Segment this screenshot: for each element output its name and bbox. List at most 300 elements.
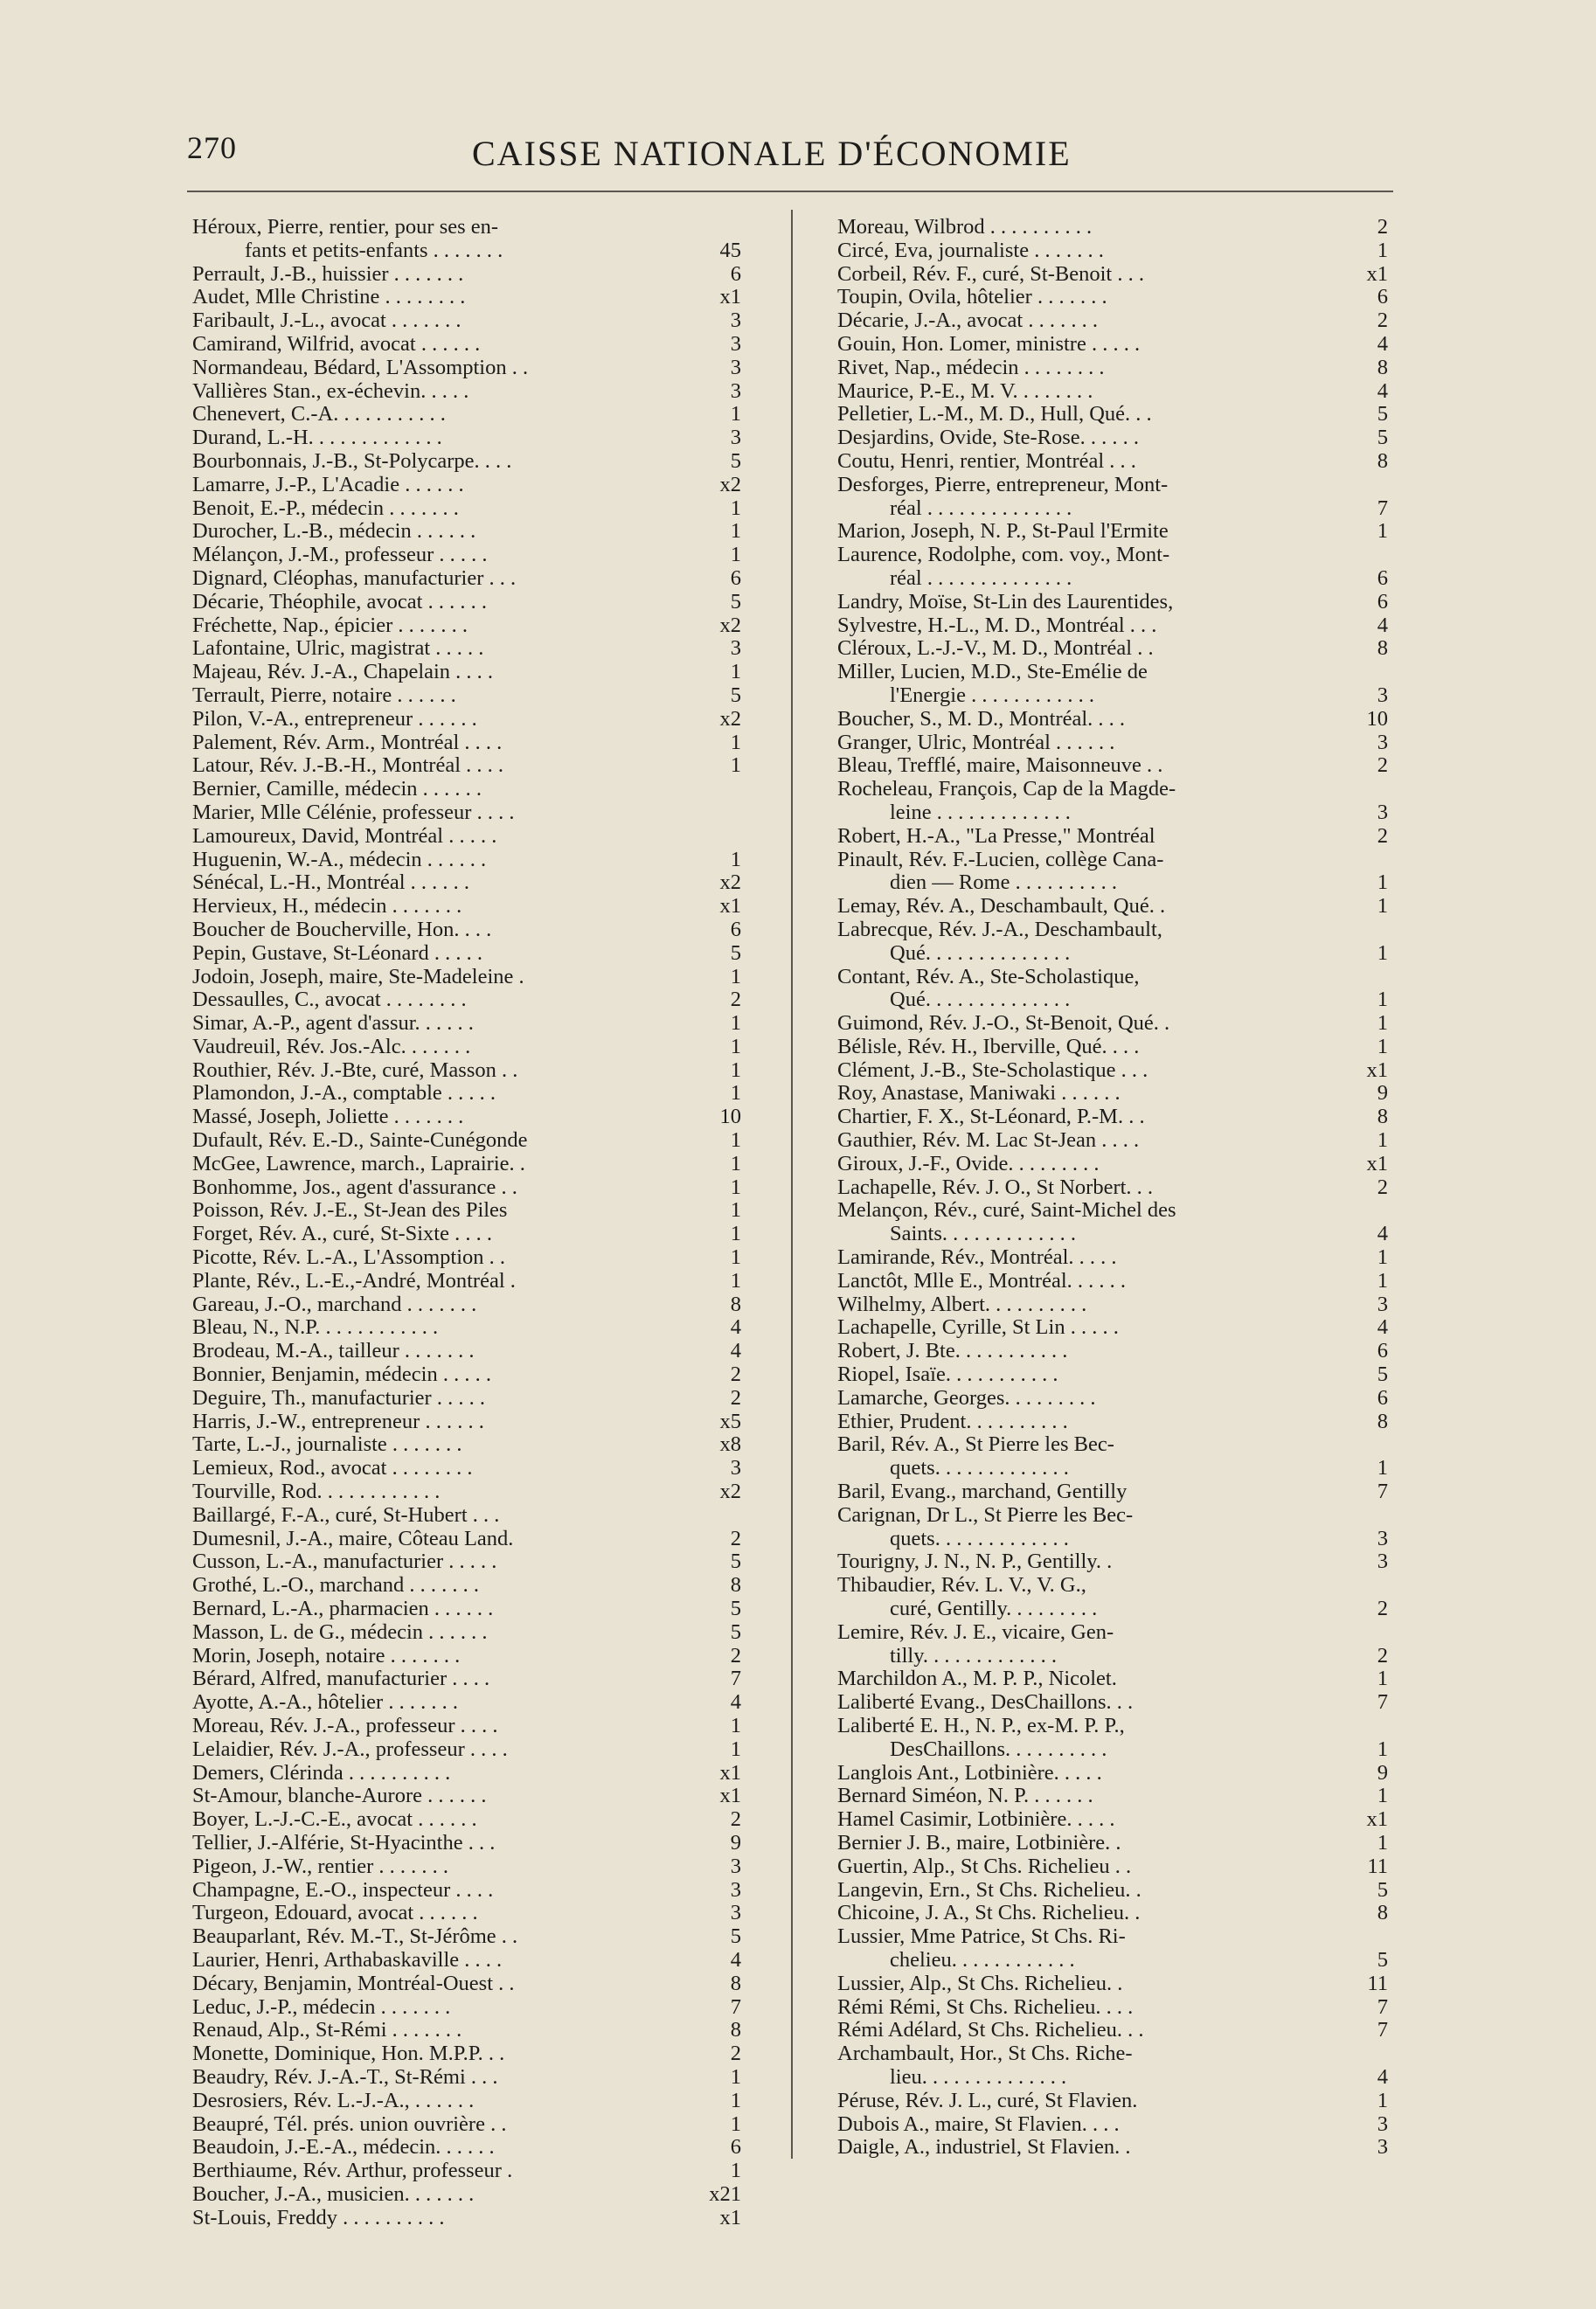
list-item — [837, 286, 1388, 309]
entry-count: 1 — [730, 1081, 741, 1106]
entry-count: 5 — [730, 1924, 741, 1949]
entry-name: Brodeau, M.-A., tailleur . . . . . . . — [192, 1339, 475, 1363]
entry-count: x2 — [719, 870, 741, 895]
list-item — [192, 474, 741, 497]
entry-count: 7 — [1377, 2018, 1388, 2042]
entry-count: 1 — [1377, 1456, 1388, 1480]
entry-count: 3 — [730, 378, 741, 403]
entry-name: Rivet, Nap., médecin . . . . . . . . — [837, 355, 1105, 379]
list-item — [192, 1036, 741, 1059]
list-item — [837, 1504, 1388, 1551]
left-column — [192, 216, 741, 2230]
list-item — [192, 1457, 741, 1480]
entry-name: Baril, Rév. A., St Pierre les Bec- — [837, 1432, 1114, 1457]
entry-name: Laliberté E. H., N. P., ex-M. P. P., — [837, 1714, 1125, 1737]
entry-count: 1 — [1377, 894, 1388, 919]
list-item — [192, 1574, 741, 1598]
entry-count: x21 — [709, 2181, 741, 2206]
list-item — [837, 919, 1388, 966]
entry-count: 6 — [1377, 565, 1388, 590]
entry-name: Tarte, L.-J., journaliste . . . . . . . — [192, 1432, 462, 1457]
entry-name: Toupin, Ovila, hôtelier . . . . . . . — [837, 285, 1107, 309]
entry-name: St-Louis, Freddy . . . . . . . . . . — [192, 2205, 445, 2229]
entry-continuation: Saints. . . . . . . . . . . . . — [890, 1222, 1077, 1246]
list-item — [837, 1855, 1388, 1879]
entry-name: Desforges, Pierre, entrepreneur, Mont- — [837, 472, 1169, 496]
list-item — [837, 1832, 1388, 1855]
entry-count: x1 — [719, 1760, 741, 1785]
entry-name: Marier, Mlle Célénie, professeur . . . . — [192, 800, 515, 824]
entry-name: Simar, A.-P., agent d'assur. . . . . . — [192, 1011, 474, 1036]
list-item — [837, 1925, 1388, 1973]
entry-count: 6 — [1377, 285, 1388, 309]
entry-count: 3 — [1377, 1292, 1388, 1316]
entry-count: 5 — [730, 1619, 741, 1644]
list-item — [837, 849, 1388, 896]
entry-continuation: curé, Gentilly. . . . . . . . . — [890, 1597, 1098, 1621]
list-item — [837, 1363, 1388, 1387]
entry-count: 9 — [730, 1830, 741, 1855]
entry-continuation: réal . . . . . . . . . . . . . . — [890, 565, 1072, 590]
entry-count: 9 — [1377, 1760, 1388, 1785]
entry-name: Lamarche, Georges. . . . . . . . . — [837, 1385, 1096, 1410]
list-item — [192, 1598, 741, 1621]
entry-count: 6 — [1377, 1339, 1388, 1363]
entry-name: Perrault, J.-B., huissier . . . . . . . — [192, 261, 464, 286]
entry-name: Routhier, Rév. J.-Bte, curé, Masson . . — [192, 1057, 518, 1082]
entry-name: Leduc, J.-P., médecin . . . . . . . — [192, 1994, 451, 2019]
entry-name: Sylvestre, H.-L., M. D., Montréal . . . — [837, 613, 1157, 637]
entry-count: x2 — [719, 706, 741, 731]
entry-count: 1 — [730, 1057, 741, 1082]
list-item — [192, 1832, 741, 1855]
entry-name: Bernard, L.-A., pharmacien . . . . . . — [192, 1597, 494, 1621]
entry-name: Fréchette, Nap., épicier . . . . . . . — [192, 613, 468, 637]
list-item — [837, 520, 1388, 544]
list-item — [192, 1106, 741, 1129]
entry-name: Dubois A., maire, St Flavien. . . . — [837, 2111, 1120, 2136]
list-item — [192, 1528, 741, 1551]
entry-count: 4 — [1377, 1315, 1388, 1340]
entry-name: Rémi Adélard, St Chs. Richelieu. . . — [837, 2018, 1144, 2042]
entry-name: Moreau, Wilbrod . . . . . . . . . . — [837, 215, 1093, 239]
entry-name: Lussier, Alp., St Chs. Richelieu. . — [837, 1971, 1123, 1995]
list-item — [837, 1785, 1388, 1808]
list-item — [192, 2019, 741, 2042]
entry-continuation: quets. . . . . . . . . . . . . — [890, 1456, 1069, 1480]
list-item — [192, 567, 741, 591]
entry-count: 8 — [730, 2018, 741, 2042]
list-item — [192, 1129, 741, 1153]
list-item — [837, 661, 1388, 708]
entry-count: 1 — [730, 1714, 741, 1737]
entry-name: Robert, J. Bte. . . . . . . . . . . — [837, 1339, 1068, 1363]
entry-name: Coutu, Henri, rentier, Montréal . . . — [837, 448, 1136, 473]
list-item — [192, 357, 741, 380]
list-item — [192, 2066, 741, 2090]
entry-name: Rocheleau, François, Cap de la Magde- — [837, 777, 1176, 801]
entry-name: Lelaidier, Rév. J.-A., professeur . . . . — [192, 1737, 508, 1761]
entry-count: 5 — [730, 589, 741, 614]
entry-count: 5 — [1377, 1947, 1388, 1972]
entry-count: x1 — [719, 285, 741, 309]
entry-name: Latour, Rév. J.-B.-H., Montréal . . . . — [192, 753, 504, 778]
entry-name: Audet, Mlle Christine . . . . . . . . — [192, 285, 466, 309]
list-item — [837, 263, 1388, 287]
entry-name: Huguenin, W.-A., médecin . . . . . . — [192, 847, 487, 871]
entry-count: 1 — [730, 543, 741, 567]
entry-name: Harris, J.-W., entrepreneur . . . . . . — [192, 1409, 484, 1433]
entry-name: Normandeau, Bédard, L'Assomption . . — [192, 355, 529, 379]
entry-count: 1 — [1377, 1011, 1388, 1036]
list-item — [837, 778, 1388, 825]
entry-count: 2 — [1377, 1643, 1388, 1668]
entry-name: Riopel, Isaïe. . . . . . . . . . . — [837, 1363, 1058, 1387]
entry-name: Bonhomme, Jos., agent d'assurance . . — [192, 1175, 517, 1199]
list-item — [192, 544, 741, 567]
list-item — [837, 1433, 1388, 1480]
list-item — [192, 1176, 741, 1200]
entry-continuation: leine . . . . . . . . . . . . . — [890, 800, 1071, 824]
list-item — [837, 1762, 1388, 1785]
entry-name: Lussier, Mme Patrice, St Chs. Ri- — [837, 1924, 1126, 1949]
list-item — [837, 1973, 1388, 1996]
entry-name: Plamondon, J.-A., comptable . . . . . — [192, 1081, 496, 1106]
list-item — [192, 1082, 741, 1106]
entry-name: Vaudreuil, Rév. Jos.-Alc. . . . . . . — [192, 1034, 471, 1058]
entry-name: Miller, Lucien, M.D., Ste-Emélie de — [837, 660, 1148, 684]
list-item — [837, 1808, 1388, 1832]
entry-count: 9 — [1377, 1081, 1388, 1106]
list-item — [192, 1808, 741, 1832]
entry-name: Pilon, V.-A., entrepreneur . . . . . . — [192, 706, 477, 731]
list-item — [837, 1550, 1388, 1574]
entry-count: 1 — [1377, 1034, 1388, 1058]
entry-name: Roy, Anastase, Maniwaki . . . . . . — [837, 1081, 1121, 1106]
list-item — [837, 1387, 1388, 1411]
entry-count: 3 — [1377, 1550, 1388, 1574]
entry-count: 3 — [730, 1877, 741, 1902]
entry-count: 3 — [1377, 2135, 1388, 2160]
list-item — [837, 754, 1388, 778]
entry-name: Gauthier, Rév. M. Lac St-Jean . . . . — [837, 1128, 1140, 1153]
entry-name: Grothé, L.-O., marchand . . . . . . . — [192, 1573, 479, 1598]
entry-name: Baril, Evang., marchand, Gentilly — [837, 1480, 1128, 1504]
entry-name: Lamoureux, David, Montréal . . . . . — [192, 823, 497, 848]
entry-name: Durand, L.-H. . . . . . . . . . . . . — [192, 426, 442, 450]
entry-name: Péruse, Rév. J. L., curé, St Flavien. — [837, 2088, 1138, 2112]
column-divider — [791, 210, 793, 2159]
entry-count: 1 — [730, 964, 741, 988]
entry-count: 1 — [730, 496, 741, 520]
entry-name: Bernard Siméon, N. P. . . . . . . — [837, 1784, 1093, 1808]
entry-name: Massé, Joseph, Joliette . . . . . . . — [192, 1105, 464, 1129]
entry-count: 4 — [1377, 331, 1388, 356]
list-item — [837, 1199, 1388, 1246]
entry-name: Labrecque, Rév. J.-A., Deschambault, — [837, 917, 1162, 941]
entry-count: 3 — [1377, 2111, 1388, 2136]
entry-count: 6 — [730, 565, 741, 590]
entry-count: 5 — [730, 1550, 741, 1574]
entry-name: Bérard, Alfred, manufacturier . . . . — [192, 1667, 490, 1691]
entry-name: Tellier, J.-Alférie, St-Hyacinthe . . . — [192, 1830, 496, 1855]
entry-name: Demers, Clérinda . . . . . . . . . . — [192, 1760, 451, 1785]
entry-name: Beaudry, Rév. J.-A.-T., St-Rémi . . . — [192, 2064, 498, 2089]
entry-name: Majeau, Rév. J.-A., Chapelain . . . . — [192, 660, 494, 684]
list-item — [837, 544, 1388, 591]
entry-name: Ethier, Prudent. . . . . . . . . . — [837, 1409, 1068, 1433]
entry-count: 3 — [730, 1854, 741, 1878]
list-item — [837, 1082, 1388, 1106]
list-item — [192, 403, 741, 426]
entry-count: 3 — [730, 309, 741, 333]
entry-name: Chartier, F. X., St-Léonard, P.-M. . . — [837, 1105, 1145, 1129]
header-rule — [187, 191, 1393, 192]
entry-name: Tourigny, J. N., N. P., Gentilly. . — [837, 1550, 1113, 1574]
entry-count: 2 — [1377, 215, 1388, 239]
entry-count: 7 — [730, 1667, 741, 1691]
entry-count: 1 — [1377, 1128, 1388, 1153]
entry-continuation: lieu. . . . . . . . . . . . . . — [890, 2064, 1067, 2089]
entry-name: Bélisle, Rév. H., Iberville, Qué. . . . — [837, 1034, 1140, 1058]
entry-name: Wilhelmy, Albert. . . . . . . . . . — [837, 1292, 1087, 1316]
list-item — [192, 1246, 741, 1270]
entry-name: Baillargé, F.-A., curé, St-Hubert . . . — [192, 1502, 500, 1527]
entry-name: Chenevert, C.-A. . . . . . . . . . . — [192, 402, 446, 426]
list-item — [837, 1270, 1388, 1293]
entry-name: Pinault, Rév. F.-Lucien, collège Cana- — [837, 847, 1164, 871]
entry-name: Benoit, E.-P., médecin . . . . . . . — [192, 496, 459, 520]
entry-name: Boucher, S., M. D., Montréal. . . . — [837, 706, 1126, 731]
entry-count: 3 — [730, 1456, 741, 1480]
list-item — [837, 2019, 1388, 2042]
entry-count: 2 — [730, 1385, 741, 1410]
list-item — [837, 732, 1388, 755]
entry-count: 5 — [730, 448, 741, 473]
entry-name: Forget, Rév. A., curé, St-Sixte . . . . — [192, 1222, 492, 1246]
entry-continuation: dien — Rome . . . . . . . . . . — [890, 870, 1117, 895]
list-item — [837, 380, 1388, 404]
entry-name: Bleau, N., N.P. . . . . . . . . . . . — [192, 1315, 439, 1340]
list-item — [192, 1433, 741, 1457]
list-item — [192, 966, 741, 989]
entry-continuation: l'Energie . . . . . . . . . . . . — [890, 683, 1094, 707]
list-item — [192, 2090, 741, 2113]
list-item — [192, 450, 741, 474]
list-item — [192, 825, 741, 849]
entry-count: 2 — [1377, 309, 1388, 333]
list-item — [837, 2042, 1388, 2090]
list-item — [192, 1645, 741, 1668]
entry-name: Desrosiers, Rév. L.-J.-A., . . . . . . — [192, 2088, 475, 2112]
entry-name: Cléroux, L.-J.-V., M. D., Montréal . . — [837, 636, 1154, 661]
entry-count: 1 — [1377, 2088, 1388, 2112]
list-item — [837, 966, 1388, 1013]
list-item — [192, 1480, 741, 1504]
entry-name: Sénécal, L.-H., Montréal . . . . . . — [192, 870, 470, 895]
entry-count: 3 — [730, 355, 741, 379]
list-item — [837, 895, 1388, 919]
list-item — [837, 825, 1388, 849]
entry-count: x8 — [719, 1432, 741, 1457]
list-item — [837, 1574, 1388, 1621]
entry-count: x2 — [719, 1480, 741, 1504]
entry-name: Beauparlant, Rév. M.-T., St-Jérôme . . — [192, 1924, 518, 1949]
entry-count: 1 — [730, 847, 741, 871]
entry-name: Rémi Rémi, St Chs. Richelieu. . . . — [837, 1994, 1134, 2019]
entry-name: Champagne, E.-O., inspecteur . . . . — [192, 1877, 494, 1902]
list-item — [192, 1691, 741, 1715]
entry-name: Pepin, Gustave, St-Léonard . . . . . — [192, 940, 483, 965]
entry-count: 8 — [1377, 1901, 1388, 1925]
entry-name: Terrault, Pierre, notaire . . . . . . — [192, 683, 456, 707]
entry-count: 1 — [1377, 870, 1388, 895]
entry-count: 4 — [730, 1690, 741, 1715]
entry-name: Bonnier, Benjamin, médecin . . . . . — [192, 1363, 491, 1387]
entry-count: 2 — [1377, 1175, 1388, 1199]
entry-count: 4 — [730, 1339, 741, 1363]
list-item — [837, 1293, 1388, 1317]
entry-count: 1 — [730, 2159, 741, 2183]
list-item — [192, 333, 741, 357]
list-item — [837, 474, 1388, 521]
entry-name: Marchildon A., M. P. P., Nicolet. — [837, 1667, 1117, 1691]
entry-name: Moreau, Rév. J.-A., professeur . . . . — [192, 1714, 498, 1737]
list-item — [192, 988, 741, 1012]
list-item — [192, 1270, 741, 1293]
list-item — [192, 263, 741, 287]
entry-name: Beaudoin, J.-E.-A., médecin. . . . . . — [192, 2135, 495, 2160]
entry-count: 3 — [1377, 800, 1388, 824]
list-item — [837, 708, 1388, 732]
entry-name: Gareau, J.-O., marchand . . . . . . . — [192, 1292, 477, 1316]
right-column — [837, 216, 1388, 2160]
entry-count: x1 — [719, 894, 741, 919]
entry-count: 5 — [730, 683, 741, 707]
entry-count: 8 — [1377, 1105, 1388, 1129]
list-item — [192, 895, 741, 919]
entry-count: 4 — [1377, 613, 1388, 637]
entry-name: Circé, Eva, journaliste . . . . . . . — [837, 238, 1104, 262]
entry-name: Ayotte, A.-A., hôtelier . . . . . . . — [192, 1690, 458, 1715]
list-item — [837, 309, 1388, 333]
list-item — [192, 2183, 741, 2207]
entry-name: Archambault, Hor., St Chs. Riche- — [837, 2042, 1133, 2066]
entry-name: Faribault, J.-L., avocat . . . . . . . — [192, 309, 461, 333]
list-item — [192, 708, 741, 732]
list-item — [837, 614, 1388, 638]
list-item — [192, 614, 741, 638]
list-item — [192, 1199, 741, 1223]
list-item — [192, 1785, 741, 1808]
list-item — [192, 942, 741, 966]
list-item — [837, 450, 1388, 474]
list-item — [837, 1879, 1388, 1903]
entry-count: 1 — [730, 1222, 741, 1246]
entry-name: Picotte, Rév. L.-A., L'Assomption . . — [192, 1245, 506, 1270]
entry-count: 5 — [1377, 1363, 1388, 1387]
entry-count: 11 — [1367, 1854, 1388, 1878]
entry-name: Laurence, Rodolphe, com. voy., Mont- — [837, 543, 1170, 567]
entry-count: 11 — [1367, 1971, 1388, 1995]
entry-count: 1 — [730, 2064, 741, 2089]
entry-count: 1 — [730, 753, 741, 778]
entry-count: 1 — [730, 1245, 741, 1270]
list-item — [837, 1996, 1388, 2020]
entry-count: 2 — [730, 988, 741, 1012]
entry-name: Bernier J. B., maire, Lotbinière. . — [837, 1830, 1121, 1855]
list-item — [837, 1411, 1388, 1434]
entry-name: Langevin, Ern., St Chs. Richelieu. . — [837, 1877, 1141, 1902]
entry-count: 4 — [1377, 2064, 1388, 2089]
entry-name: Monette, Dominique, Hon. M.P.P. . . — [192, 2042, 505, 2066]
entry-name: Lachapelle, Cyrille, St Lin . . . . . — [837, 1315, 1119, 1340]
entry-name: Morin, Joseph, notaire . . . . . . . — [192, 1643, 461, 1668]
list-item — [837, 239, 1388, 263]
list-item — [192, 1223, 741, 1246]
list-item — [837, 1340, 1388, 1363]
entry-name: Dumesnil, J.-A., maire, Côteau Land. — [192, 1526, 514, 1550]
list-item — [192, 1340, 741, 1363]
entry-name: Bernier, Camille, médecin . . . . . . — [192, 777, 482, 801]
entry-name: Camirand, Wilfrid, avocat . . . . . . — [192, 331, 481, 356]
entry-count: 3 — [730, 331, 741, 356]
list-item — [192, 1715, 741, 1738]
running-title: CAISSE NATIONALE D'ÉCONOMIE — [472, 134, 1072, 173]
entry-count: 7 — [1377, 1690, 1388, 1715]
list-item — [837, 1715, 1388, 1762]
entry-name: Palement, Rév. Arm., Montréal . . . . — [192, 730, 503, 754]
entry-count: x1 — [719, 2205, 741, 2229]
list-item — [837, 1129, 1388, 1153]
list-item — [192, 286, 741, 309]
entry-count: 45 — [719, 238, 741, 262]
list-item — [192, 1387, 741, 1411]
entry-name: Pelletier, L.-M., M. D., Hull, Qué. . . — [837, 402, 1152, 426]
list-item — [192, 1059, 741, 1083]
entry-count: 7 — [1377, 1994, 1388, 2019]
list-item — [837, 1153, 1388, 1176]
entry-name: Boucher de Boucherville, Hon. . . . — [192, 917, 492, 941]
entry-count: 8 — [1377, 448, 1388, 473]
entry-name: Bourbonnais, J.-B., St-Polycarpe. . . . — [192, 448, 512, 473]
list-item — [192, 216, 741, 263]
entry-name: Plante, Rév., L.-E.,-André, Montréal . — [192, 1268, 516, 1293]
entry-continuation: chelieu. . . . . . . . . . . . — [890, 1947, 1075, 1972]
entry-count: 6 — [730, 917, 741, 941]
entry-count: 3 — [1377, 683, 1388, 707]
entry-name: Laurier, Henri, Arthabaskaville . . . . — [192, 1947, 503, 1972]
list-item — [837, 1316, 1388, 1340]
entry-name: Corbeil, Rév. F., curé, St-Benoit . . . — [837, 261, 1144, 286]
entry-continuation: DesChaillons. . . . . . . . . . — [890, 1737, 1107, 1761]
entry-name: Laliberté Evang., DesChaillons. . . — [837, 1690, 1134, 1715]
entry-count: 6 — [730, 261, 741, 286]
list-item — [192, 1621, 741, 1645]
list-item — [192, 309, 741, 333]
entry-name: Melançon, Rév., curé, Saint-Michel des — [837, 1198, 1176, 1223]
entry-name: Lemieux, Rod., avocat . . . . . . . . — [192, 1456, 473, 1480]
entry-name: Lafontaine, Ulric, magistrat . . . . . — [192, 636, 484, 661]
entry-name: Thibaudier, Rév. L. V., V. G., — [837, 1573, 1086, 1598]
list-item — [837, 426, 1388, 450]
entry-name: Lamirande, Rév., Montréal. . . . . — [837, 1245, 1117, 1270]
list-item — [837, 1621, 1388, 1668]
entry-count: 1 — [730, 2111, 741, 2136]
list-item — [192, 1153, 741, 1176]
entry-count: 1 — [730, 402, 741, 426]
entry-count: 2 — [730, 1526, 741, 1550]
